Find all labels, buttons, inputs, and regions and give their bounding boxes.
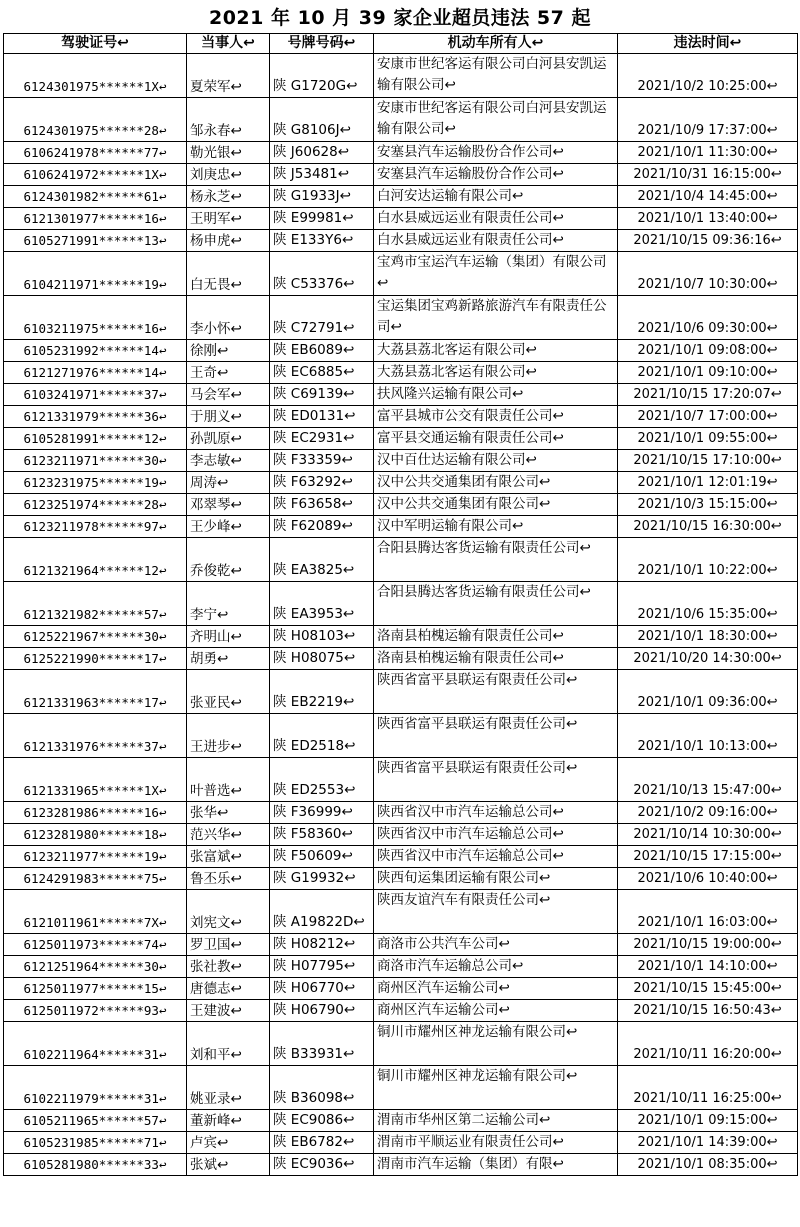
cell-plate: 陕 G1933J↩	[270, 186, 374, 208]
cell-plate: 陕 C69139↩	[270, 384, 374, 406]
cell-license: 6105281980******33↩	[4, 1154, 187, 1176]
cell-license: 6125221990******17↩	[4, 648, 187, 670]
cell-owner: 商洛市汽车运输总公司↩	[374, 956, 618, 978]
cell-time: 2021/10/2 09:16:00↩	[618, 802, 798, 824]
cell-license: 6121271976******14↩	[4, 362, 187, 384]
cell-owner: 渭南市汽车运输（集团）有限↩	[374, 1154, 618, 1176]
table-row	[4, 406, 798, 428]
cell-party: 张富斌↩	[187, 846, 270, 868]
cell-license: 6123251974******28↩	[4, 494, 187, 516]
cell-license: 6125221967******30↩	[4, 626, 187, 648]
cell-owner: 商洛市公共汽车公司↩	[374, 934, 618, 956]
cell-license: 6105231985******71↩	[4, 1132, 187, 1154]
cell-license: 6121331963******17↩	[4, 670, 187, 714]
cell-owner: 大荔县荔北客运有限公司↩	[374, 340, 618, 362]
cell-party: 胡勇↩	[187, 648, 270, 670]
cell-party: 卢宾↩	[187, 1132, 270, 1154]
table-row	[4, 450, 798, 472]
cell-owner: 渭南市华州区第二运输公司↩	[374, 1110, 618, 1132]
cell-party: 李宁↩	[187, 582, 270, 626]
cell-owner: 陕西省富平县联运有限责任公司↩	[374, 758, 618, 802]
header-row	[4, 34, 798, 54]
cell-time: 2021/10/1 14:39:00↩	[618, 1132, 798, 1154]
cell-party: 王进步↩	[187, 714, 270, 758]
cell-time: 2021/10/6 15:35:00↩	[618, 582, 798, 626]
cell-license: 6104211971******19↩	[4, 252, 187, 296]
table-row	[4, 1022, 798, 1066]
cell-time: 2021/10/3 15:15:00↩	[618, 494, 798, 516]
cell-owner: 扶风隆兴运输有限公司↩	[374, 384, 618, 406]
cell-license: 6102211964******31↩	[4, 1022, 187, 1066]
cell-time: 2021/10/1 10:22:00↩	[618, 538, 798, 582]
cell-license: 6121321964******12↩	[4, 538, 187, 582]
cell-plate: 陕 EC6885↩	[270, 362, 374, 384]
table-row	[4, 1110, 798, 1132]
cell-plate: 陕 EB6089↩	[270, 340, 374, 362]
table-row	[4, 1000, 798, 1022]
cell-plate: 陕 C72791↩	[270, 296, 374, 340]
cell-party: 张社教↩	[187, 956, 270, 978]
cell-party: 齐明山↩	[187, 626, 270, 648]
cell-plate: 陕 F36999↩	[270, 802, 374, 824]
cell-owner: 安康市世纪客运有限公司白河县安凯运输有限公司↩	[374, 98, 618, 142]
cell-party: 罗卫国↩	[187, 934, 270, 956]
cell-plate: 陕 F63658↩	[270, 494, 374, 516]
table-row	[4, 428, 798, 450]
cell-owner: 洛南县柏槐运输有限责任公司↩	[374, 648, 618, 670]
cell-party: 刘庚忠↩	[187, 164, 270, 186]
cell-party: 勒光银↩	[187, 142, 270, 164]
cell-party: 徐刚↩	[187, 340, 270, 362]
cell-owner: 汉中公共交通集团有限公司↩	[374, 494, 618, 516]
table-row	[4, 98, 798, 142]
cell-party: 王建波↩	[187, 1000, 270, 1022]
cell-time: 2021/10/7 17:00:00↩	[618, 406, 798, 428]
cell-time: 2021/10/15 17:10:00↩	[618, 450, 798, 472]
table-row	[4, 846, 798, 868]
cell-owner: 铜川市耀州区神龙运输有限公司↩	[374, 1022, 618, 1066]
cell-owner: 陕西旬运集团运输有限公司↩	[374, 868, 618, 890]
table-row	[4, 362, 798, 384]
cell-plate: 陕 ED0131↩	[270, 406, 374, 428]
violations-table	[3, 33, 798, 1176]
cell-time: 2021/10/1 10:13:00↩	[618, 714, 798, 758]
cell-party: 李志敏↩	[187, 450, 270, 472]
cell-plate: 陕 A19822D↩	[270, 890, 374, 934]
cell-time: 2021/10/15 17:20:07↩	[618, 384, 798, 406]
table-row	[4, 582, 798, 626]
cell-owner: 白河安达运输有限公司↩	[374, 186, 618, 208]
cell-time: 2021/10/7 10:30:00↩	[618, 252, 798, 296]
cell-time: 2021/10/1 09:08:00↩	[618, 340, 798, 362]
cell-party: 张亚民↩	[187, 670, 270, 714]
cell-license: 6124291983******75↩	[4, 868, 187, 890]
cell-party: 张华↩	[187, 802, 270, 824]
cell-plate: 陕 J53481↩	[270, 164, 374, 186]
cell-plate: 陕 B33931↩	[270, 1022, 374, 1066]
cell-time: 2021/10/1 08:35:00↩	[618, 1154, 798, 1176]
table-row	[4, 538, 798, 582]
table-row	[4, 54, 798, 98]
table-row	[4, 230, 798, 252]
cell-license: 6121251964******30↩	[4, 956, 187, 978]
cell-time: 2021/10/1 09:10:00↩	[618, 362, 798, 384]
cell-plate: 陕 EA3953↩	[270, 582, 374, 626]
cell-license: 6123231975******19↩	[4, 472, 187, 494]
header-license: 驾驶证号↩	[4, 34, 187, 54]
cell-plate: 陕 EB6782↩	[270, 1132, 374, 1154]
cell-time: 2021/10/15 16:50:43↩	[618, 1000, 798, 1022]
cell-owner: 汉中公共交通集团有限公司↩	[374, 472, 618, 494]
cell-party: 张斌↩	[187, 1154, 270, 1176]
cell-party: 姚亚录↩	[187, 1066, 270, 1110]
cell-time: 2021/10/1 13:40:00↩	[618, 208, 798, 230]
cell-license: 6121321982******57↩	[4, 582, 187, 626]
cell-time: 2021/10/11 16:20:00↩	[618, 1022, 798, 1066]
cell-time: 2021/10/2 10:25:00↩	[618, 54, 798, 98]
cell-license: 6103241971******37↩	[4, 384, 187, 406]
table-row	[4, 252, 798, 296]
cell-party: 唐德志↩	[187, 978, 270, 1000]
cell-license: 6105281991******12↩	[4, 428, 187, 450]
cell-plate: 陕 F33359↩	[270, 450, 374, 472]
table-row	[4, 1066, 798, 1110]
table-row	[4, 472, 798, 494]
cell-license: 6123281980******18↩	[4, 824, 187, 846]
cell-party: 鲁丕乐↩	[187, 868, 270, 890]
cell-plate: 陕 J60628↩	[270, 142, 374, 164]
cell-time: 2021/10/1 14:10:00↩	[618, 956, 798, 978]
cell-plate: 陕 F50609↩	[270, 846, 374, 868]
cell-license: 6106241972******1X↩	[4, 164, 187, 186]
page-title: 2021 年 10 月 39 家企业超员违法 57 起	[208, 7, 591, 29]
table-row	[4, 714, 798, 758]
cell-license: 6121331979******36↩	[4, 406, 187, 428]
cell-owner: 合阳县腾达客货运输有限责任公司↩	[374, 582, 618, 626]
cell-owner: 陕西友谊汽车有限责任公司↩	[374, 890, 618, 934]
cell-owner: 陕西省富平县联运有限责任公司↩	[374, 714, 618, 758]
cell-party: 马会军↩	[187, 384, 270, 406]
table-row	[4, 296, 798, 340]
cell-plate: 陕 G19932↩	[270, 868, 374, 890]
cell-owner: 渭南市平顺运业有限责任公司↩	[374, 1132, 618, 1154]
cell-license: 6125011977******15↩	[4, 978, 187, 1000]
cell-party: 刘宪文↩	[187, 890, 270, 934]
cell-time: 2021/10/1 09:55:00↩	[618, 428, 798, 450]
cell-plate: 陕 F63292↩	[270, 472, 374, 494]
cell-owner: 陕西省汉中市汽车运输总公司↩	[374, 824, 618, 846]
cell-owner: 白水县威远运业有限责任公司↩	[374, 208, 618, 230]
cell-time: 2021/10/6 10:40:00↩	[618, 868, 798, 890]
cell-time: 2021/10/1 09:15:00↩	[618, 1110, 798, 1132]
cell-time: 2021/10/15 19:00:00↩	[618, 934, 798, 956]
cell-license: 6105271991******13↩	[4, 230, 187, 252]
table-row	[4, 648, 798, 670]
cell-party: 于朋义↩	[187, 406, 270, 428]
cell-plate: 陕 F62089↩	[270, 516, 374, 538]
table-row	[4, 956, 798, 978]
table-row	[4, 626, 798, 648]
table-row	[4, 890, 798, 934]
cell-time: 2021/10/31 16:15:00↩	[618, 164, 798, 186]
cell-license: 6125011972******93↩	[4, 1000, 187, 1022]
cell-license: 6125011973******74↩	[4, 934, 187, 956]
cell-time: 2021/10/1 18:30:00↩	[618, 626, 798, 648]
cell-party: 刘和平↩	[187, 1022, 270, 1066]
cell-license: 6124301975******1X↩	[4, 54, 187, 98]
cell-license: 6121331965******1X↩	[4, 758, 187, 802]
cell-plate: 陕 EC9086↩	[270, 1110, 374, 1132]
cell-party: 范兴华↩	[187, 824, 270, 846]
cell-party: 周涛↩	[187, 472, 270, 494]
cell-owner: 合阳县腾达客货运输有限责任公司↩	[374, 538, 618, 582]
cell-license: 6105211965******57↩	[4, 1110, 187, 1132]
cell-plate: 陕 ED2518↩	[270, 714, 374, 758]
cell-time: 2021/10/9 17:37:00↩	[618, 98, 798, 142]
cell-time: 2021/10/14 10:30:00↩	[618, 824, 798, 846]
cell-party: 白无畏↩	[187, 252, 270, 296]
cell-license: 6103211975******16↩	[4, 296, 187, 340]
cell-party: 邓翠琴↩	[187, 494, 270, 516]
cell-owner: 汉中军明运输有限公司↩	[374, 516, 618, 538]
cell-time: 2021/10/1 12:01:19↩	[618, 472, 798, 494]
cell-owner: 大荔县荔北客运有限公司↩	[374, 362, 618, 384]
table-row	[4, 758, 798, 802]
cell-plate: 陕 E99981↩	[270, 208, 374, 230]
header-party: 当事人↩	[187, 34, 270, 54]
cell-license: 6106241978******77↩	[4, 142, 187, 164]
cell-plate: 陕 H08103↩	[270, 626, 374, 648]
cell-license: 6124301975******28↩	[4, 98, 187, 142]
cell-time: 2021/10/20 14:30:00↩	[618, 648, 798, 670]
cell-plate: 陕 H06790↩	[270, 1000, 374, 1022]
cell-license: 6121011961******7X↩	[4, 890, 187, 934]
cell-plate: 陕 E133Y6↩	[270, 230, 374, 252]
header-owner: 机动车所有人↩	[374, 34, 618, 54]
cell-owner: 富平县交通运输有限责任公司↩	[374, 428, 618, 450]
cell-party: 王明军↩	[187, 208, 270, 230]
cell-owner: 铜川市耀州区神龙运输有限公司↩	[374, 1066, 618, 1110]
cell-owner: 洛南县柏槐运输有限责任公司↩	[374, 626, 618, 648]
cell-owner: 宝鸡市宝运汽车运输（集团）有限公司↩	[374, 252, 618, 296]
cell-owner: 安塞县汽车运输股份合作公司↩	[374, 164, 618, 186]
table-row	[4, 164, 798, 186]
cell-plate: 陕 G8106J↩	[270, 98, 374, 142]
cell-plate: 陕 H08212↩	[270, 934, 374, 956]
cell-time: 2021/10/13 15:47:00↩	[618, 758, 798, 802]
cell-party: 杨永芝↩	[187, 186, 270, 208]
cell-party: 乔俊乾↩	[187, 538, 270, 582]
cell-plate: 陕 ED2553↩	[270, 758, 374, 802]
header-time: 违法时间↩	[618, 34, 798, 54]
cell-plate: 陕 C53376↩	[270, 252, 374, 296]
cell-owner: 富平县城市公交有限责任公司↩	[374, 406, 618, 428]
cell-license: 6102211979******31↩	[4, 1066, 187, 1110]
table-row	[4, 340, 798, 362]
table-row	[4, 142, 798, 164]
cell-party: 王少峰↩	[187, 516, 270, 538]
cell-time: 2021/10/6 09:30:00↩	[618, 296, 798, 340]
cell-party: 杨申虎↩	[187, 230, 270, 252]
cell-owner: 安塞县汽车运输股份合作公司↩	[374, 142, 618, 164]
cell-plate: 陕 EC2931↩	[270, 428, 374, 450]
cell-owner: 安康市世纪客运有限公司白河县安凯运输有限公司↩	[374, 54, 618, 98]
header-plate: 号牌号码↩	[270, 34, 374, 54]
cell-time: 2021/10/4 14:45:00↩	[618, 186, 798, 208]
cell-party: 孙凯原↩	[187, 428, 270, 450]
table-row	[4, 978, 798, 1000]
cell-owner: 陕西省汉中市汽车运输总公司↩	[374, 802, 618, 824]
table-row	[4, 670, 798, 714]
cell-party: 叶普选↩	[187, 758, 270, 802]
table-row	[4, 824, 798, 846]
cell-plate: 陕 EB2219↩	[270, 670, 374, 714]
table-row	[4, 494, 798, 516]
cell-party: 夏荣军↩	[187, 54, 270, 98]
cell-plate: 陕 EC9036↩	[270, 1154, 374, 1176]
cell-owner: 商州区汽车运输公司↩	[374, 1000, 618, 1022]
cell-time: 2021/10/15 15:45:00↩	[618, 978, 798, 1000]
cell-time: 2021/10/15 09:36:16↩	[618, 230, 798, 252]
cell-license: 6124301982******61↩	[4, 186, 187, 208]
cell-party: 邹永春↩	[187, 98, 270, 142]
table-row	[4, 934, 798, 956]
cell-owner: 商州区汽车运输公司↩	[374, 978, 618, 1000]
table-row	[4, 802, 798, 824]
cell-owner: 陕西省汉中市汽车运输总公司↩	[374, 846, 618, 868]
cell-license: 6121331976******37↩	[4, 714, 187, 758]
table-row	[4, 186, 798, 208]
cell-party: 李小怀↩	[187, 296, 270, 340]
cell-plate: 陕 G1720G↩	[270, 54, 374, 98]
cell-license: 6105231992******14↩	[4, 340, 187, 362]
cell-plate: 陕 H08075↩	[270, 648, 374, 670]
cell-plate: 陕 EA3825↩	[270, 538, 374, 582]
cell-license: 6123281986******16↩	[4, 802, 187, 824]
cell-owner: 汉中百仕达运输有限公司↩	[374, 450, 618, 472]
table-row	[4, 208, 798, 230]
cell-plate: 陕 B36098↩	[270, 1066, 374, 1110]
cell-license: 6123211978******97↩	[4, 516, 187, 538]
cell-plate: 陕 H06770↩	[270, 978, 374, 1000]
cell-plate: 陕 H07795↩	[270, 956, 374, 978]
cell-time: 2021/10/1 16:03:00↩	[618, 890, 798, 934]
cell-party: 董新峰↩	[187, 1110, 270, 1132]
cell-time: 2021/10/1 09:36:00↩	[618, 670, 798, 714]
cell-time: 2021/10/11 16:25:00↩	[618, 1066, 798, 1110]
cell-party: 王奇↩	[187, 362, 270, 384]
cell-plate: 陕 F58360↩	[270, 824, 374, 846]
cell-license: 6121301977******16↩	[4, 208, 187, 230]
cell-license: 6123211971******30↩	[4, 450, 187, 472]
cell-owner: 宝运集团宝鸡新路旅游汽车有限责任公司↩	[374, 296, 618, 340]
table-row	[4, 516, 798, 538]
cell-time: 2021/10/15 16:30:00↩	[618, 516, 798, 538]
cell-owner: 陕西省富平县联运有限责任公司↩	[374, 670, 618, 714]
table-row	[4, 384, 798, 406]
cell-time: 2021/10/1 11:30:00↩	[618, 142, 798, 164]
table-row	[4, 1132, 798, 1154]
table-row	[4, 1154, 798, 1176]
table-row	[4, 868, 798, 890]
cell-owner: 白水县威远运业有限责任公司↩	[374, 230, 618, 252]
cell-license: 6123211977******19↩	[4, 846, 187, 868]
cell-time: 2021/10/15 17:15:00↩	[618, 846, 798, 868]
